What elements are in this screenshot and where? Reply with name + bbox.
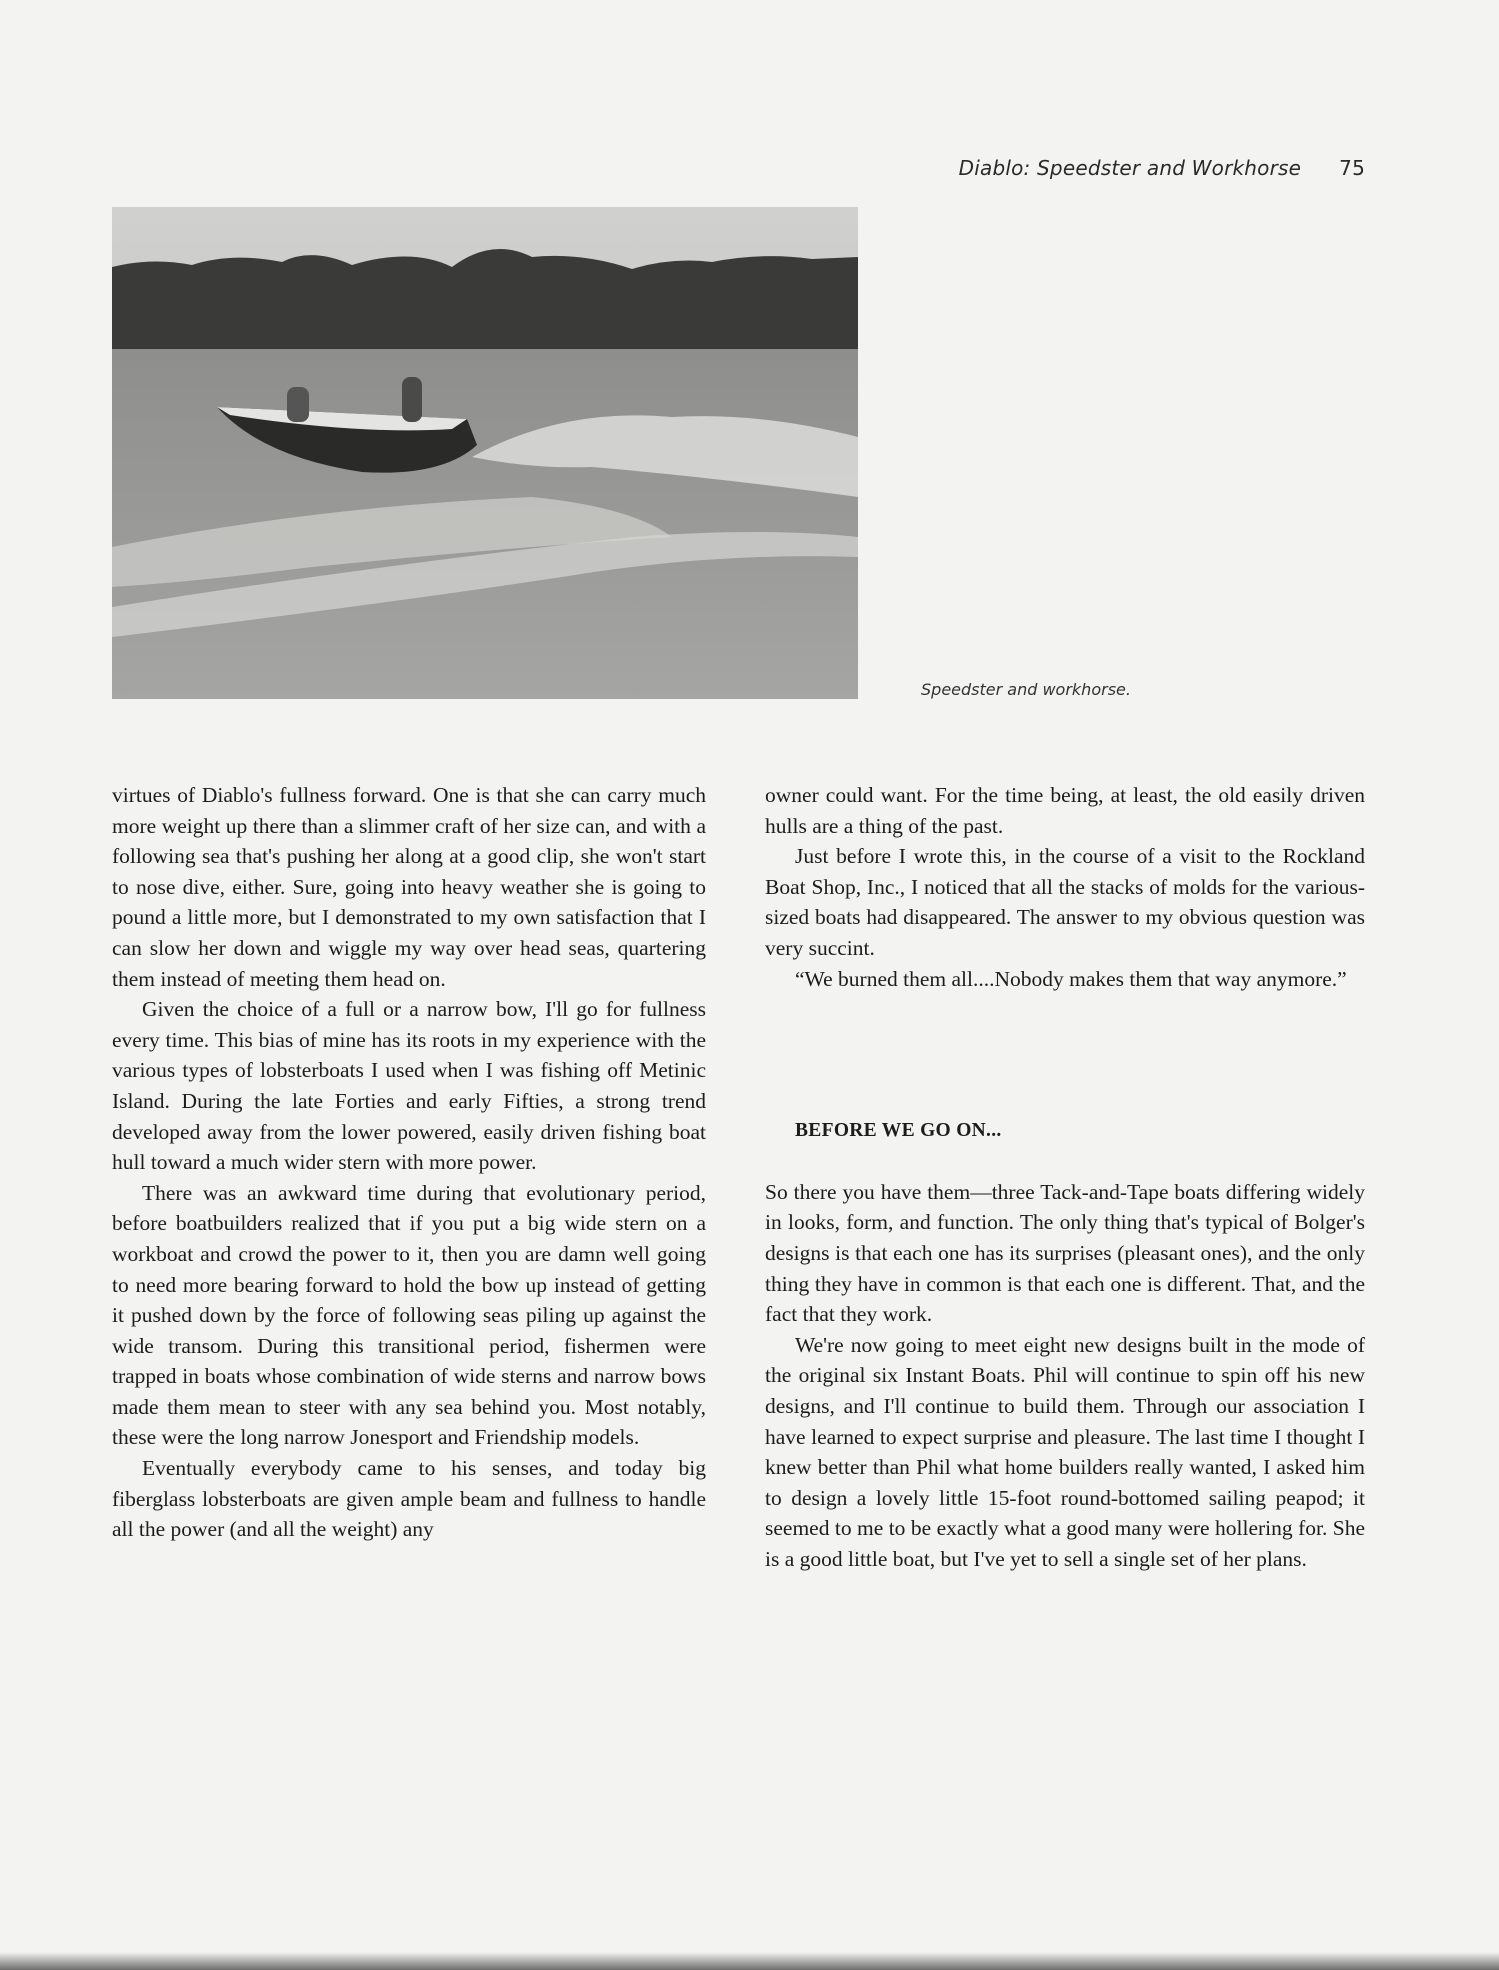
scan-edge-shadow — [0, 1952, 1499, 1970]
section-heading: BEFORE WE GO ON... — [795, 1120, 1002, 1142]
paragraph: owner could want. For the time being, at least, the old easily driven hulls are a thing of the past. — [765, 783, 1365, 838]
paragraph: Just before I wrote this, in the course of a visit to the Rockland Boat Shop, Inc., I noticed that all the stacks of molds for the various-sized boats had disappeared. The answer to my obvious question was very succint. — [765, 844, 1365, 960]
right-column — [765, 780, 1365, 1574]
boat-photo — [112, 207, 858, 699]
running-title: Diablo: Speedster and Workhorse — [958, 156, 1302, 180]
paragraph: “We burned them all....Nobody makes them that way anymore.” — [795, 966, 1347, 991]
figure-caption: Speedster and workhorse. — [921, 680, 1131, 699]
left-column — [112, 780, 706, 1545]
paragraph: Eventually everybody came to his senses, and today big fiberglass lobsterboats are given ample beam and fullness to handle all the power (and all the weight) any — [112, 1456, 706, 1542]
paragraph: There was an awkward time during that evolutionary period, before boatbuilders realized that if you put a big wide stern on a workboat and crowd the power to it, then you are damn well going to need more bearing forward to hold the bow up instead of getting it pushed down by the force of following seas piling up against the wide transom. During this transitional period, fishermen were trapped in boats whose combination of wide sterns and narrow bows made them mean to steer with any sea behind you. Most notably, these were the long narrow Jonesport and Friendship models. — [112, 1180, 706, 1450]
running-header — [959, 156, 1365, 180]
paragraph: We're now going to meet eight new designs built in the mode of the original six Instant Boats. Phil will continue to spin off his new designs, and I'll continue to build them. Through our association I have learned to expect surprise and pleasure. The last time I thought I knew better than Phil what home builders really wanted, I asked him to design a lovely little 15-foot round-bottomed sailing peapod; it seemed to me to be exactly what a good many were hollering for. She is a good little boat, but I've yet to sell a single set of her plans. — [765, 1332, 1365, 1571]
page-number: 75 — [1339, 156, 1365, 180]
paragraph: virtues of Diablo's fullness forward. One is that she can carry much more weight up there than a slimmer craft of her size can, and with a following sea that's pushing her along at a good clip, she won't start to nose dive, either. Sure, going into heavy weather she is going to pound a little more, but I demonstrated to my own satisfaction that I can slow her down and wiggle my way over head seas, quartering them instead of meeting them head on. — [112, 783, 706, 991]
paragraph: So there you have them—three Tack-and-Tape boats differing widely in looks, form, and function. The only thing that's typical of Bolger's designs is that each one has its surprises (pleasant ones), and the only thing they have in common is that each one is different. That, and the fact that they work. — [765, 1179, 1365, 1327]
paragraph: Given the choice of a full or a narrow bow, I'll go for fullness every time. This bias of mine has its roots in my experience with the various types of lobsterboats I used when I was fishing off Metinic Island. During the late Forties and early Fifties, a strong trend developed away from the lower powered, easily driven fishing boat hull toward a much wider stern with more power. — [112, 997, 706, 1175]
